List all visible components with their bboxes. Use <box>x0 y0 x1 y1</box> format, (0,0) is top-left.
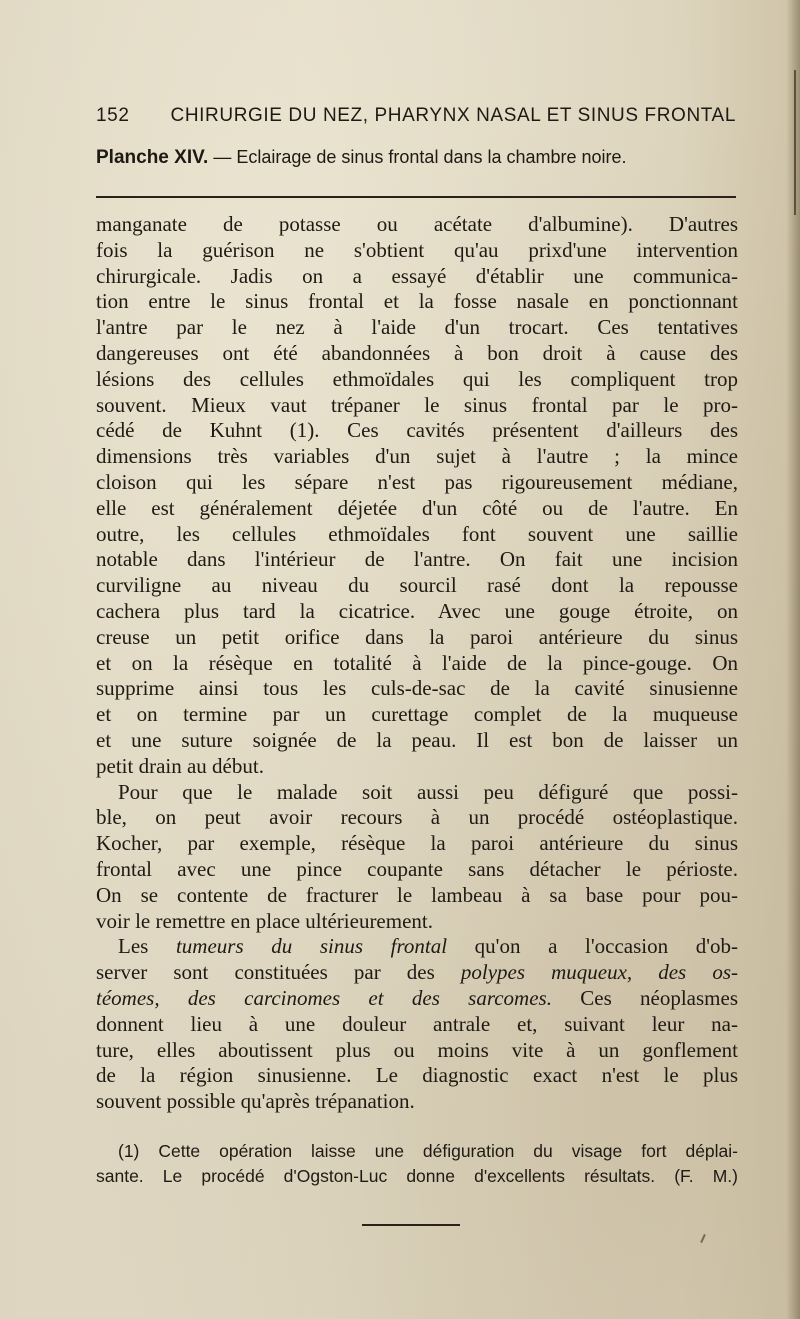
running-header <box>96 105 736 127</box>
text-line: manganate de potasse ou acétate d'albumine). D'autres <box>96 212 738 236</box>
text-line: Kocher, par exemple, résèque la paroi antérieure du sinus <box>96 831 738 856</box>
text-line: l'antre par le nez à l'aide d'un trocart. Ces tentatives <box>96 315 738 340</box>
text-line: ble, on peut avoir recours à un procédé ostéoplastique. <box>96 805 738 830</box>
text-run: server sont constituées par des <box>96 960 461 985</box>
text-line: souvent possible qu'après trépanation. <box>96 1089 415 1114</box>
text-line: chirurgicale. Jadis on a essayé d'établir une communica- <box>96 263 738 288</box>
text-line: et on termine par un curettage complet de la muqueuse <box>96 702 738 727</box>
running-title: CHIRURGIE DU NEZ, PHARYNX NASAL ET SINUS FRONTAL <box>170 105 736 126</box>
text-line: dimensions très variables d'un sujet à l'autre ; la mince <box>96 444 738 469</box>
text-line: et une suture soignée de la peau. Il est bon de laisser un <box>96 727 738 752</box>
body-text <box>96 212 738 1115</box>
text-run: qu'on a l'occasion d'ob- <box>447 934 738 959</box>
text-line: et on la résèque en totalité à l'aide de la pince-gouge. On <box>96 650 738 675</box>
text-line: elle est généralement déjetée d'un côté ou de l'autre. En <box>96 495 738 520</box>
text-line: voir le remettre en place ultérieurement. <box>96 908 433 933</box>
text-line: outre, les cellules ethmoïdales font souvent une saillie <box>96 521 738 546</box>
italic-run: téomes, des carcinomes et des sarcomes. <box>96 985 552 1010</box>
text-line: frontal avec une pince coupante sans détacher le périoste. <box>96 856 738 881</box>
page-edge-mark <box>794 70 796 215</box>
text-line: creuse un petit orifice dans la paroi antérieure du sinus <box>96 624 738 649</box>
text-line: tion entre le sinus frontal et la fosse nasale en ponctionnant <box>96 289 738 314</box>
text-line: cloison qui les sépare n'est pas rigoureusement médiane, <box>96 469 738 494</box>
text-line: curviligne au niveau du sourcil rasé dont la repousse <box>96 573 738 598</box>
plate-caption <box>96 147 736 169</box>
footnote-line: sante. Le procédé d'Ogston-Luc donne d'excellents résultats. (F. M.) <box>96 1166 738 1186</box>
text-line: donnent lieu à une douleur antrale et, suivant leur na- <box>96 1011 738 1036</box>
text-line: On se contente de fracturer le lambeau à sa base pour pou- <box>96 882 738 907</box>
ink-mark <box>700 1234 706 1243</box>
plate-caption-text: — Eclairage de sinus frontal dans la chambre noire. <box>213 147 627 167</box>
text-line: notable dans l'intérieur de l'antre. On fait une incision <box>96 547 738 572</box>
text-run: Ces néoplasmes <box>551 985 738 1010</box>
text-line: cédé de Kuhnt (1). Ces cavités présentent d'ailleurs des <box>96 418 738 443</box>
italic-run: tumeurs du sinus frontal <box>175 934 448 959</box>
plate-label: Planche XIV. <box>96 147 209 168</box>
text-line: cachera plus tard la cicatrice. Avec une gouge étroite, on <box>96 598 738 623</box>
text-line: de la région sinusienne. Le diagnostic exact n'est le plus <box>96 1063 738 1088</box>
italic-run: polypes muqueux, des os- <box>460 960 738 985</box>
text-line <box>96 960 738 986</box>
text-line <box>96 986 738 1012</box>
text-line: lésions des cellules ethmoïdales qui les compliquent trop <box>96 366 738 391</box>
text-line: ture, elles aboutissent plus ou moins vite à un gonflement <box>96 1037 738 1062</box>
footnote-line: (1) Cette opération laisse une défiguration du visage fort déplai- <box>118 1141 738 1161</box>
text-line: supprime ainsi tous les culs-de-sac de la cavité sinusienne <box>96 676 738 701</box>
text-line <box>96 934 738 960</box>
page-number: 152 <box>96 105 130 126</box>
text-line: souvent. Mieux vaut trépaner le sinus frontal par le pro- <box>96 392 738 417</box>
footnote <box>96 1139 738 1189</box>
text-line: petit drain au début. <box>96 753 264 778</box>
footer-rule <box>362 1224 460 1226</box>
text-run: Les <box>118 934 176 959</box>
text-line: dangereuses ont été abandonnées à bon droit à cause des <box>96 340 738 365</box>
page-edge-shadow <box>786 0 800 1319</box>
text-line: Pour que le malade soit aussi peu défiguré que possi- <box>118 779 738 804</box>
header-rule <box>96 196 736 198</box>
text-line: fois la guérison ne s'obtient qu'au prixd'une intervention <box>96 237 738 262</box>
